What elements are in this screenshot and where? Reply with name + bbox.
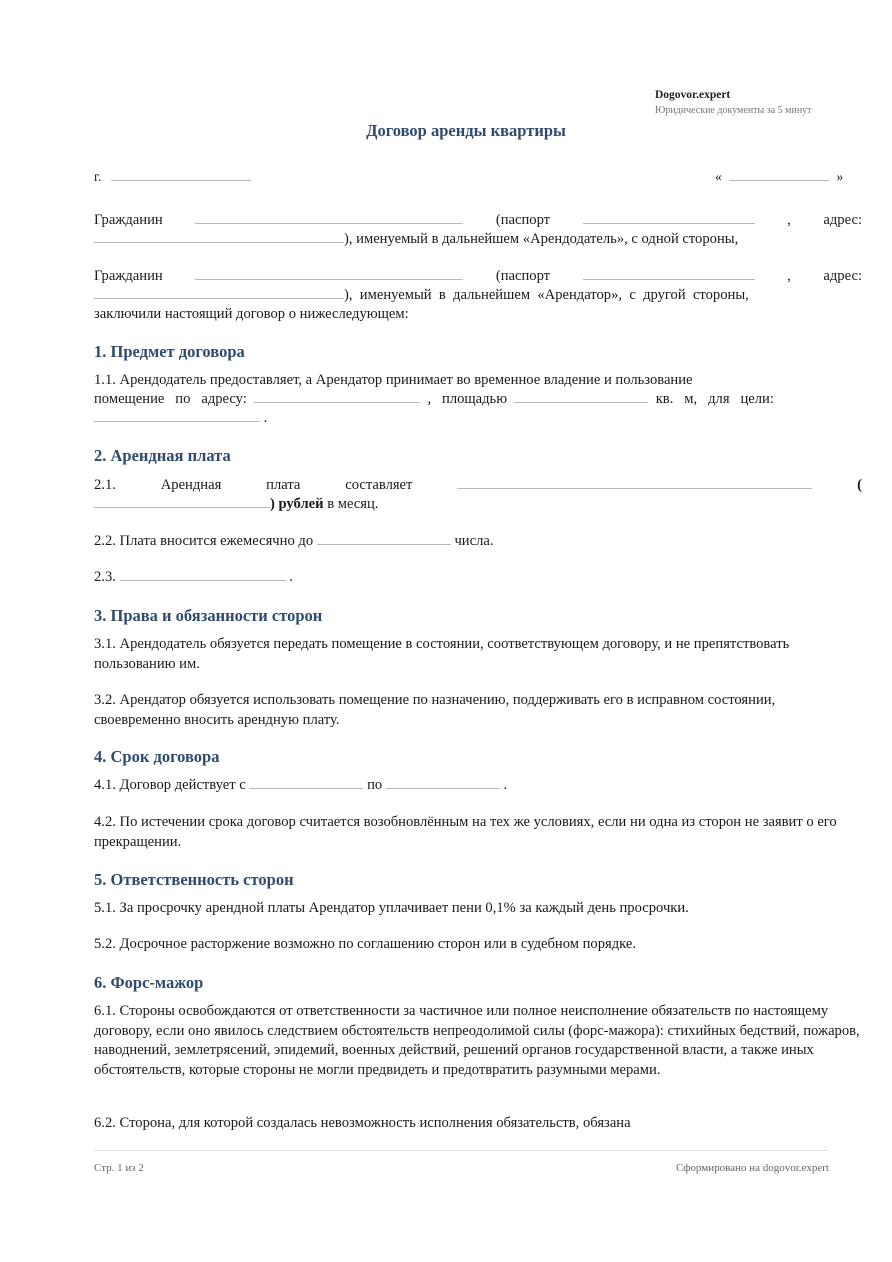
clause-2-3 — [94, 568, 293, 587]
party2-passport-label: (паспорт — [495, 268, 551, 284]
brand-tagline: Юридические документы за 5 минут — [655, 105, 812, 116]
party2-line2 — [94, 286, 862, 305]
clause-2-1-line2 — [94, 495, 378, 514]
section-6-heading: 6. Форс-мажор — [94, 973, 204, 992]
party2-passport-blank[interactable] — [583, 267, 755, 280]
party2-line3: заключили настоящий договор о нижеследующем: — [94, 306, 409, 322]
clause-2-3-number: 2.3. — [94, 569, 116, 585]
party2-role-text: ), именуемый в дальнейшем «Арендатор», с другой стороны, — [344, 287, 749, 303]
clause-5-2: 5.2. Досрочное расторжение возможно по соглашению сторон или в судебном порядке. — [94, 936, 637, 952]
section-5-heading: 5. Ответственность сторон — [94, 870, 294, 889]
clause-6-2: 6.2. Сторона, для которой создалась невозможность исполнения обязательств, обязана — [94, 1115, 631, 1131]
clause-1-1-line1: 1.1. Арендодатель предоставляет, а Арендатор принимает во временное владение и пользование — [94, 372, 693, 388]
footer-divider — [94, 1150, 828, 1151]
party1-line2 — [94, 230, 738, 249]
clause-1-1-address-label: помещение по адресу: — [94, 391, 247, 407]
clause-6-1: 6.1. Стороны освобождаются от ответственности за частичное или полное неисполнение обязательств по настоящему договору, если оно явилось следствием обстоятельств непреодолимой силы (форс-мажора): стихийных бедствий, пожаров, наводнений, землетрясений, эпидемий, военных действий, решений органов государственной власти, а также иных обстоятельств, которые стороны не могли предвидеть и предотвратить разумными мерами. — [94, 1003, 860, 1078]
clause-2-2-suffix: числа. — [454, 533, 494, 549]
rent-amount-blank[interactable] — [457, 476, 812, 489]
footer-page-number: Стр. 1 из 2 — [94, 1162, 144, 1174]
party1-passport-blank[interactable] — [583, 211, 755, 224]
clause-2-1-word3: составляет — [345, 477, 413, 493]
party2-line1 — [94, 267, 862, 286]
clause-1-1-line2 — [94, 390, 774, 409]
end-date-blank[interactable] — [386, 776, 500, 789]
rent-words-blank[interactable] — [94, 495, 270, 508]
party1-role-text: ), именуемый в дальнейшем «Арендодатель», с одной стороны, — [344, 231, 739, 247]
clause-4-1 — [94, 776, 507, 795]
party2-address-label: адрес: — [823, 268, 862, 284]
section-1-heading: 1. Предмет договора — [94, 342, 245, 361]
party1-comma: , — [787, 212, 791, 228]
footer-generated: Сформировано на dogovor.expert — [675, 1162, 829, 1174]
clause-2-3-period: . — [289, 569, 293, 585]
clause-1-1-period: . — [263, 410, 268, 426]
clause-4-1-text: 4.1. Договор действует с — [94, 777, 246, 793]
clause-4-2: 4.2. По истечении срока договор считается возобновлённым на тех же условиях, если ни одна из сторон не заявит о его прекращении. — [94, 814, 837, 850]
section-2-heading: 2. Арендная плата — [94, 446, 231, 465]
party1-name-blank[interactable] — [195, 211, 463, 224]
date-open-quote: « — [715, 169, 722, 184]
document-title: Договор аренды квартиры — [366, 121, 566, 140]
clause-4-1-period: . — [503, 777, 508, 793]
clause-3-2: 3.2. Арендатор обязуется использовать помещение по назначению, поддерживать его в исправном состоянии, своевременно вносить арендную плату. — [94, 692, 776, 728]
clause-2-1-paren-open: ( — [857, 477, 862, 493]
date-line — [715, 168, 843, 185]
clause-2-1-period-text: в месяц. — [323, 496, 379, 512]
city-prefix: г. — [94, 169, 102, 184]
city-line — [94, 168, 251, 185]
party1-line1 — [94, 211, 862, 230]
clause-2-2-text: 2.2. Плата вносится ежемесячно до — [94, 533, 314, 549]
clause-1-1-purpose-label: кв. м, для цели: — [655, 391, 774, 407]
pay-day-blank[interactable] — [317, 532, 451, 545]
address-blank[interactable] — [254, 390, 420, 403]
clause-2-1-number: 2.1. — [94, 477, 116, 493]
clause-4-1-to: по — [367, 777, 383, 793]
party2-address-blank[interactable] — [94, 286, 344, 299]
area-blank[interactable] — [514, 390, 648, 403]
clause-2-1-currency: ) рублей — [270, 496, 324, 512]
party1-address-label: адрес: — [823, 212, 862, 228]
clause-1-1-area-label: , площадью — [427, 391, 508, 407]
clause-2-3-blank[interactable] — [120, 568, 286, 581]
clause-2-2 — [94, 532, 493, 551]
date-blank[interactable] — [729, 168, 829, 181]
start-date-blank[interactable] — [249, 776, 363, 789]
purpose-blank[interactable] — [94, 409, 260, 422]
party1-passport-label: (паспорт — [495, 212, 551, 228]
section-4-heading: 4. Срок договора — [94, 747, 220, 766]
party2-comma: , — [787, 268, 791, 284]
clause-5-1: 5.1. За просрочку арендной платы Арендатор уплачивает пени 0,1% за каждый день просрочки. — [94, 900, 689, 916]
party1-address-blank[interactable] — [94, 230, 344, 243]
clause-2-1-line1 — [94, 476, 862, 495]
clause-3-1: 3.1. Арендодатель обязуется передать помещение в состоянии, соответствующем договору, и не препятствовать пользованию им. — [94, 636, 790, 672]
brand-name: Dogovor.expert — [655, 89, 731, 101]
brand-block — [655, 89, 812, 116]
party2-citizen-label: Гражданин — [94, 268, 163, 284]
clause-1-1-line3 — [94, 409, 267, 428]
party1-citizen-label: Гражданин — [94, 212, 163, 228]
section-3-heading: 3. Права и обязанности сторон — [94, 606, 323, 625]
city-blank[interactable] — [111, 168, 251, 181]
clause-2-1-word2: плата — [266, 477, 301, 493]
party2-name-blank[interactable] — [195, 267, 463, 280]
clause-2-1-word1: Арендная — [160, 477, 222, 493]
date-close-quote: » — [836, 169, 844, 184]
